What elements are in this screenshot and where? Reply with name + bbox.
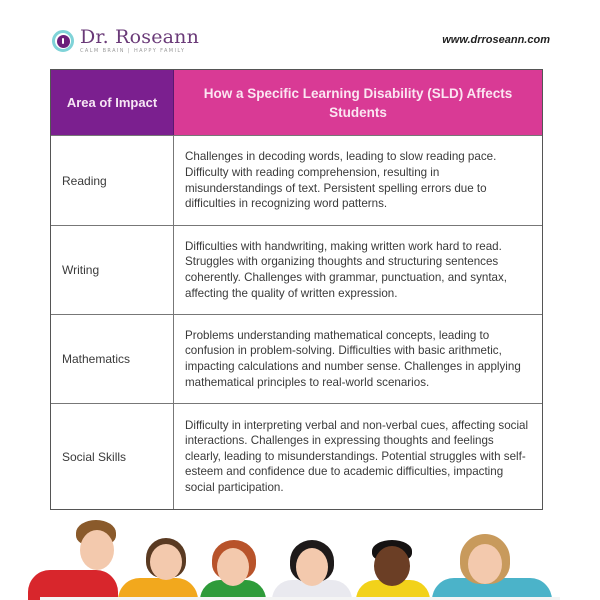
website-url: www.drroseann.com (442, 34, 550, 46)
area-cell: Reading (51, 136, 174, 225)
area-cell: Mathematics (51, 315, 174, 403)
effect-cell: Difficulties with handwriting, making written work hard to read. Struggles with organizing thoughts and structuring sentences coherently. Challenges with grammar, punctuation, and syntax, affecting the quality of written expression. (185, 239, 508, 300)
child-figure (118, 538, 198, 600)
child-figure (356, 540, 430, 600)
brand-logo[interactable] (52, 28, 199, 54)
child-figure (272, 540, 352, 600)
table-header-row (51, 70, 542, 135)
brain-head-icon (52, 30, 74, 52)
child-figure (432, 534, 552, 600)
brand-name: Dr. Roseann (80, 26, 200, 48)
table-row (51, 135, 542, 225)
effect-cell: Difficulty in interpreting verbal and non-verbal cues, affecting social interactions. Challenges in expressing thoughts and feelings clearly, leading to misunderstandings. Potential struggles with self-esteem and confidence due to academic difficulties, impacting social participation. (185, 418, 529, 494)
area-cell: Writing (51, 226, 174, 314)
brand-tagline: CALM BRAIN | HAPPY FAMILY (80, 48, 186, 54)
effect-cell: Problems understanding mathematical concepts, leading to confusion in problem-solving. Difficulties with basic arithmetic, impacting calculations and number sense. Challenges in applying mathematical principles to real-world scenarios. (185, 328, 521, 389)
table-row (51, 403, 542, 509)
table-row (51, 225, 542, 314)
sld-impact-table (50, 69, 543, 510)
page-header (0, 0, 600, 64)
header-sld-effects: How a Specific Learning Disability (SLD) Affects Students (174, 70, 542, 135)
effect-cell: Challenges in decoding words, leading to slow reading pace. Difficulty with reading comprehension, resulting in misunderstandings of text. Persistent spelling errors due to difficulties in recognizing word patterns. (185, 150, 497, 211)
header-area-of-impact: Area of Impact (51, 70, 174, 135)
table-row (51, 314, 542, 403)
area-cell: Social Skills (51, 404, 174, 509)
children-photo (0, 520, 600, 600)
child-figure (28, 520, 118, 600)
child-figure (200, 540, 266, 600)
